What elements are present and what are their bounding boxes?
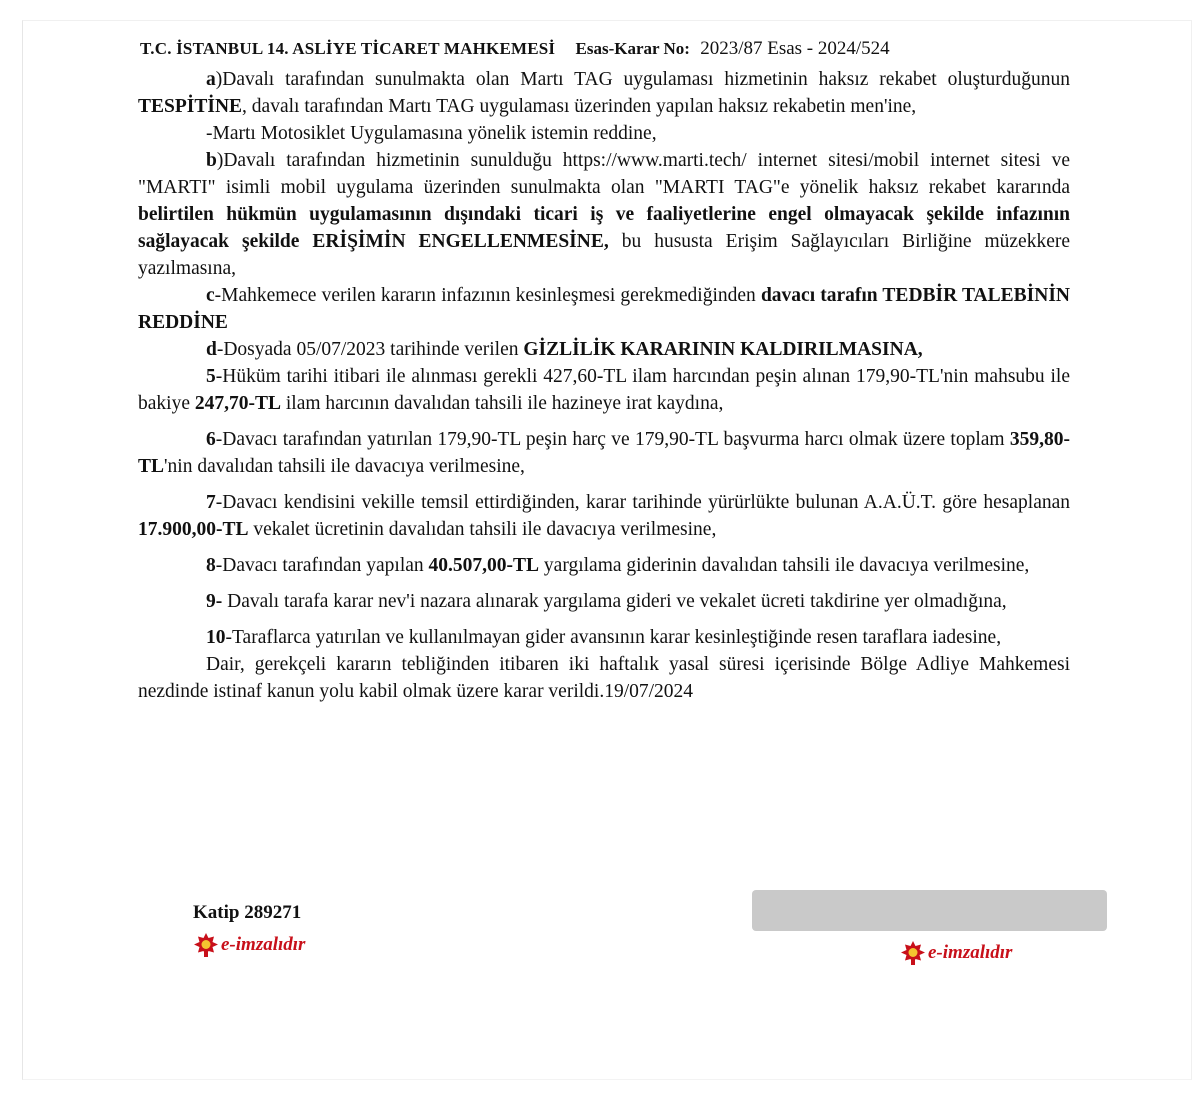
paragraph-b bbox=[138, 147, 1070, 282]
item-7-number: 7 bbox=[206, 492, 216, 513]
item-5-text-1: -Hüküm tarihi itibari ile alınması gerekli 427,60-TL ilam harcından peşin alınan 179,90-TL'nin mahsubu ile bakiye bbox=[138, 366, 1070, 414]
item-6-number: 6 bbox=[206, 429, 216, 450]
paragraph-a-motosiklet bbox=[138, 120, 1070, 147]
e-signature-left bbox=[193, 932, 305, 958]
paragraph-d-text-1: -Dosyada 05/07/2023 tarihinde verilen bbox=[216, 339, 524, 360]
e-signature-right bbox=[900, 940, 1012, 966]
clerk-label: Katip 289271 bbox=[193, 902, 302, 923]
item-7-text-1: -Davacı kendisini vekille temsil ettirdiğinden, karar tarihinde yürürlükte bulunan A.A.Ü.T. göre hesaplanan bbox=[215, 492, 1070, 513]
item-10-number: 10 bbox=[206, 627, 226, 648]
item-5-number: 5 bbox=[206, 366, 216, 387]
paragraph-b-bold-1: belirtilen hükmün uygulamasının dışındaki ticari iş ve faaliyetlerine engel olmayacak şekilde infazının sağlayacak şekilde ERİŞİMİN ENGELLENMESİNE, bbox=[138, 204, 1070, 252]
item-5 bbox=[138, 363, 1070, 417]
paragraph-a-bold-1: TESPİTİNE bbox=[138, 96, 243, 117]
item-mark-b: b bbox=[206, 150, 217, 171]
item-5-amount: 247,70-TL bbox=[194, 393, 281, 414]
item-6-text-2: 'nin davalıdan tahsili ile davacıya verilmesine, bbox=[164, 456, 525, 477]
item-8 bbox=[138, 552, 1070, 579]
seal-icon bbox=[193, 932, 219, 958]
paragraph-c bbox=[138, 282, 1070, 336]
closing-text: Dair, gerekçeli kararın tebliğinden itibaren iki haftalık yasal süresi içerisinde Bölge Adliye Mahkemesi nezdinde istinaf kanun yolu kabil olmak üzere karar verildi.19/07/2024 bbox=[138, 654, 1070, 702]
judge-signature bbox=[900, 932, 1012, 966]
item-mark-d: d bbox=[206, 339, 217, 360]
court-name: T.C. İSTANBUL 14. ASLİYE TİCARET MAHKEMESİ bbox=[140, 39, 556, 58]
document-header bbox=[140, 38, 1080, 60]
decision-body bbox=[138, 66, 1070, 705]
seal-icon bbox=[900, 940, 926, 966]
paragraph-a bbox=[138, 66, 1070, 120]
item-8-number: 8 bbox=[206, 555, 216, 576]
item-9-text-1: Davalı tarafa karar nev'i nazara alınarak yargılama gideri ve vekalet ücreti takdirine yer olmadığına, bbox=[222, 591, 1007, 612]
paragraph-b-text-2: bu hususta Erişim Sağlayıcıları Birliğine müzekkere yazılmasına, bbox=[138, 231, 1071, 279]
clerk-signature bbox=[193, 902, 305, 958]
redacted-judge-name bbox=[752, 890, 1107, 931]
item-7-text-2: vekalet ücretinin davalıdan tahsili ile davacıya verilmesine, bbox=[248, 519, 717, 540]
closing-paragraph bbox=[138, 651, 1070, 705]
item-5-text-2: ilam harcının davalıdan tahsili ile hazineye irat kaydına, bbox=[281, 393, 724, 414]
paragraph-c-bold-1: davacı tarafın TEDBİR TALEBİNİN REDDİNE bbox=[138, 285, 1070, 333]
e-signature-left-label: e-imzalıdır bbox=[221, 934, 306, 955]
item-6 bbox=[138, 426, 1070, 480]
item-6-amount: 359,80-TL bbox=[138, 429, 1070, 477]
paragraph-d bbox=[138, 336, 1070, 363]
item-8-text-2: yargılama giderinin davalıdan tahsili ile davacıya verilmesine, bbox=[539, 555, 1030, 576]
paragraph-a-text-1: )Davalı tarafından sunulmakta olan Martı TAG uygulaması hizmetinin haksız rekabet oluşturduğunun bbox=[215, 69, 1070, 90]
paragraph-b-text-1: )Davalı tarafından hizmetinin sunulduğu https://www.marti.tech/ internet sitesi/mobil internet sitesi ve "MARTI" isimli mobil uygulama üzerinden sunulmakta olan "MARTI TAG"e yönelik haksız rekabet kararında bbox=[138, 150, 1070, 198]
item-9 bbox=[138, 588, 1070, 615]
paragraph-a-text-2: , davalı tarafından Martı TAG uygulaması üzerinden yapılan haksız rekabetin men'ine, bbox=[242, 96, 917, 117]
item-8-text-1: -Davacı tarafından yapılan bbox=[215, 555, 429, 576]
item-7 bbox=[138, 489, 1070, 543]
item-mark-c: c bbox=[206, 285, 215, 306]
paragraph-c-text-1: -Mahkemece verilen kararın infazının kesinleşmesi gerekmediğinden bbox=[214, 285, 761, 306]
paragraph-a2-text: -Martı Motosiklet Uygulamasına yönelik istemin reddine, bbox=[206, 123, 657, 144]
esas-karar-number: 2023/87 Esas - 2024/524 bbox=[700, 38, 890, 59]
item-mark-a: a bbox=[206, 69, 216, 90]
item-9-number: 9- bbox=[206, 591, 223, 612]
item-10 bbox=[138, 624, 1070, 651]
paragraph-d-bold-1: GİZLİLİK KARARININ KALDIRILMASINA, bbox=[523, 339, 923, 360]
item-6-text-1: -Davacı tarafından yatırılan 179,90-TL peşin harç ve 179,90-TL başvurma harcı olmak üzere toplam bbox=[215, 429, 1010, 450]
item-7-amount: 17.900,00-TL bbox=[138, 519, 249, 540]
esas-karar-label: Esas-Karar No: bbox=[575, 39, 690, 58]
item-10-text-1: -Taraflarca yatırılan ve kullanılmayan gider avansının karar kesinleştiğinde resen taraflara iadesine, bbox=[225, 627, 1002, 648]
e-signature-right-label: e-imzalıdır bbox=[928, 942, 1013, 963]
item-8-amount: 40.507,00-TL bbox=[428, 555, 540, 576]
